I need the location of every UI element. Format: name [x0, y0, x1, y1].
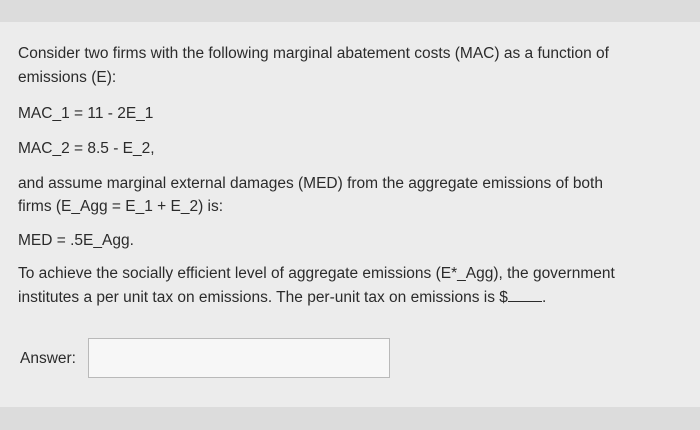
med-equation: MED = .5E_Agg. — [18, 232, 134, 249]
answer-label: Answer: — [20, 350, 76, 367]
answer-input[interactable] — [88, 338, 390, 378]
mac2-equation: MAC_2 = 8.5 - E_2, — [18, 140, 155, 157]
task-line-1: To achieve the socially efficient level of aggregate emissions (E*_Agg), the government — [18, 265, 615, 282]
assume-line-2: firms (E_Agg = E_1 + E_2) is: — [18, 198, 224, 215]
task-line-2-suffix: . — [541, 289, 547, 306]
intro-line-1: Consider two firms with the following marginal abatement costs (MAC) as a function of — [18, 45, 609, 62]
intro-line-2: emissions (E): — [18, 69, 117, 86]
task-line-2 — [18, 286, 546, 310]
question-card — [0, 22, 700, 407]
answer-blank — [508, 287, 542, 302]
mac1-equation: MAC_1 = 11 - 2E_1 — [18, 105, 154, 122]
assume-line-1: and assume marginal external damages (MED) from the aggregate emissions of both — [18, 175, 603, 192]
task-line-2-text: institutes a per unit tax on emissions. The per-unit tax on emissions is $ — [18, 289, 508, 306]
